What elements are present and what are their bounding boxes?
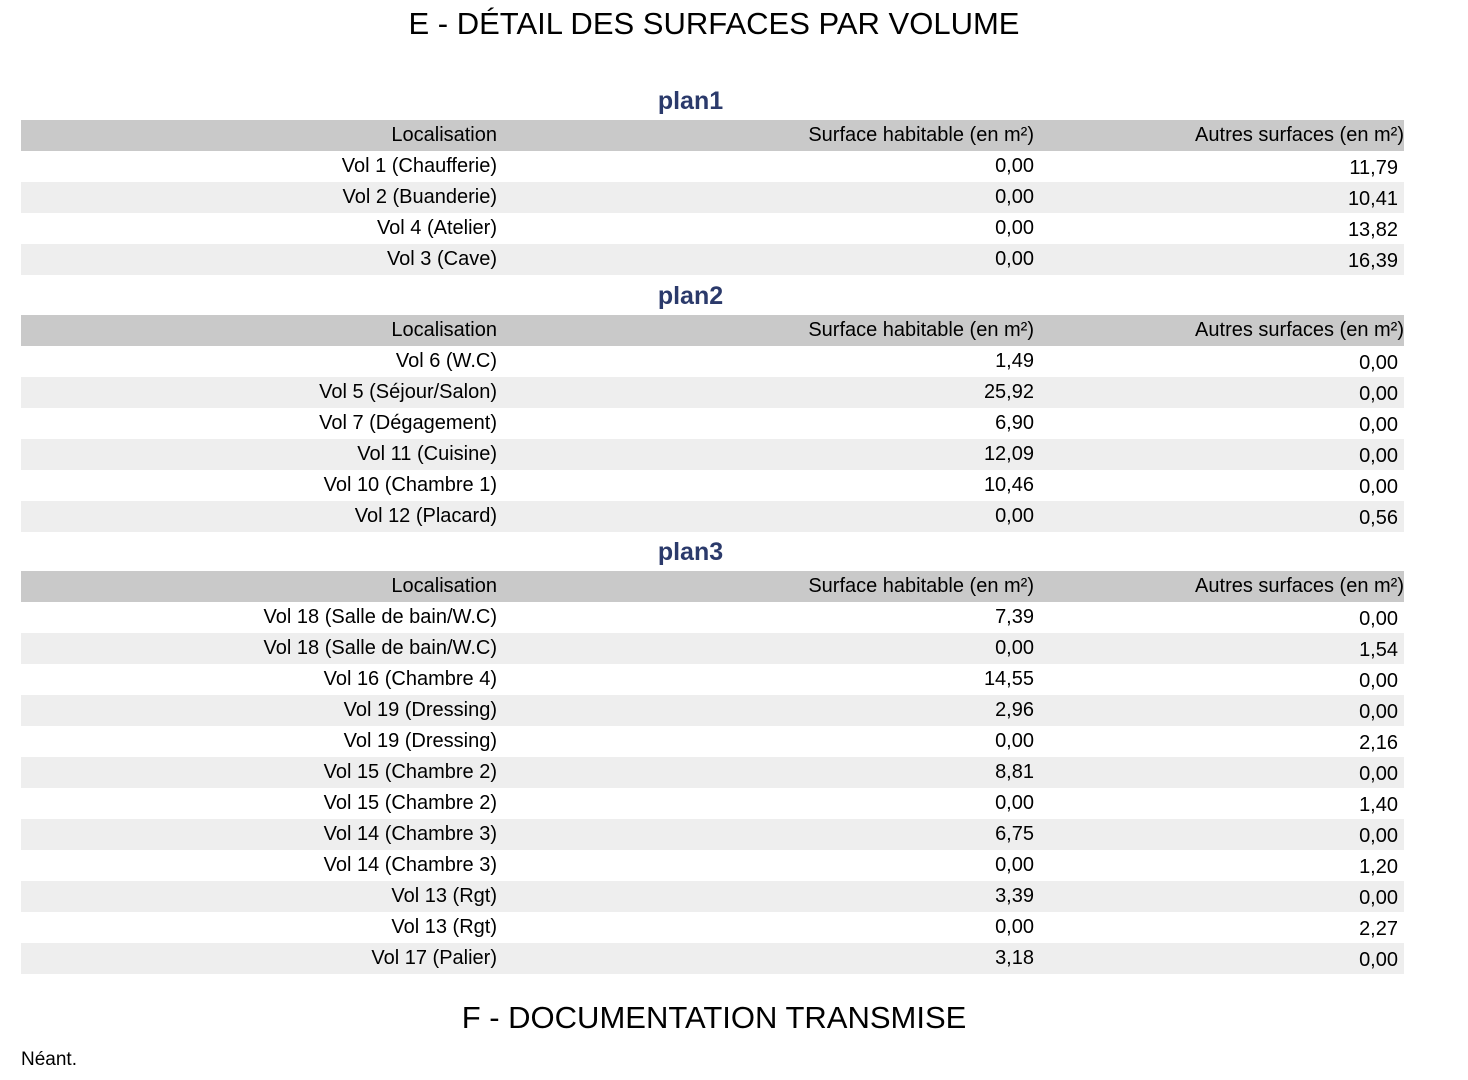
surface-habitable-cell: 8,81 bbox=[995, 761, 1034, 783]
autres-surfaces-cell: 2,16 bbox=[1359, 732, 1398, 754]
plan-section bbox=[21, 277, 1404, 532]
column-header-localisation: Localisation bbox=[391, 124, 497, 146]
surface-habitable-cell: 3,18 bbox=[995, 947, 1034, 969]
table-row bbox=[21, 244, 1404, 275]
localisation-cell: Vol 11 (Cuisine) bbox=[357, 443, 497, 465]
surface-habitable-cell: 0,00 bbox=[995, 505, 1034, 527]
table-row bbox=[21, 819, 1404, 850]
table-row bbox=[21, 726, 1404, 757]
column-header-surface-habitable: Surface habitable (en m²) bbox=[808, 575, 1034, 597]
localisation-cell: Vol 12 (Placard) bbox=[354, 505, 497, 527]
localisation-cell: Vol 14 (Chambre 3) bbox=[323, 823, 497, 845]
table-row bbox=[21, 377, 1404, 408]
surface-habitable-cell: 0,00 bbox=[995, 854, 1034, 876]
table-row bbox=[21, 695, 1404, 726]
table-row bbox=[21, 788, 1404, 819]
surface-habitable-cell: 3,39 bbox=[995, 885, 1034, 907]
autres-surfaces-cell: 0,00 bbox=[1359, 670, 1398, 692]
surface-habitable-cell: 0,00 bbox=[995, 916, 1034, 938]
autres-surfaces-cell: 0,00 bbox=[1359, 476, 1398, 498]
autres-surfaces-cell: 0,00 bbox=[1359, 414, 1398, 436]
column-header-surface-habitable: Surface habitable (en m²) bbox=[808, 124, 1034, 146]
autres-surfaces-cell: 0,00 bbox=[1359, 352, 1398, 374]
surface-habitable-cell: 6,75 bbox=[995, 823, 1034, 845]
section-e-title: E - DÉTAIL DES SURFACES PAR VOLUME bbox=[408, 6, 1020, 41]
column-header-localisation: Localisation bbox=[391, 575, 497, 597]
autres-surfaces-cell: 1,40 bbox=[1359, 794, 1398, 816]
autres-surfaces-cell: 16,39 bbox=[1347, 250, 1398, 272]
autres-surfaces-cell: 1,54 bbox=[1359, 639, 1398, 661]
table-row bbox=[21, 664, 1404, 695]
localisation-cell: Vol 3 (Cave) bbox=[386, 248, 497, 270]
plan-section bbox=[21, 533, 1404, 974]
localisation-cell: Vol 18 (Salle de bain/W.C) bbox=[263, 637, 497, 659]
surface-habitable-cell: 0,00 bbox=[995, 637, 1034, 659]
column-header-autres-surfaces: Autres surfaces (en m²) bbox=[1195, 319, 1404, 341]
plan-title: plan1 bbox=[657, 87, 724, 115]
surface-habitable-cell: 0,00 bbox=[995, 792, 1034, 814]
table-row bbox=[21, 912, 1404, 943]
autres-surfaces-cell: 10,41 bbox=[1347, 188, 1398, 210]
localisation-cell: Vol 4 (Atelier) bbox=[376, 217, 497, 239]
table-header-row bbox=[21, 571, 1404, 602]
localisation-cell: Vol 13 (Rgt) bbox=[391, 916, 497, 938]
surface-habitable-cell: 7,39 bbox=[995, 606, 1034, 628]
localisation-cell: Vol 15 (Chambre 2) bbox=[323, 761, 497, 783]
table-row bbox=[21, 757, 1404, 788]
surface-habitable-cell: 12,09 bbox=[983, 443, 1034, 465]
table-row bbox=[21, 943, 1404, 974]
table-row bbox=[21, 408, 1404, 439]
localisation-cell: Vol 5 (Séjour/Salon) bbox=[319, 381, 497, 403]
surface-habitable-cell: 0,00 bbox=[995, 248, 1034, 270]
surface-habitable-cell: 0,00 bbox=[995, 217, 1034, 239]
autres-surfaces-cell: 0,00 bbox=[1359, 887, 1398, 909]
table-row bbox=[21, 633, 1404, 664]
localisation-cell: Vol 14 (Chambre 3) bbox=[323, 854, 497, 876]
surface-habitable-cell: 25,92 bbox=[983, 381, 1034, 403]
table-header-row bbox=[21, 120, 1404, 151]
plan-title: plan3 bbox=[657, 538, 724, 566]
localisation-cell: Vol 15 (Chambre 2) bbox=[323, 792, 497, 814]
autres-surfaces-cell: 11,79 bbox=[1349, 157, 1398, 179]
surface-habitable-cell: 0,00 bbox=[995, 730, 1034, 752]
autres-surfaces-cell: 0,00 bbox=[1359, 445, 1398, 467]
table-row bbox=[21, 182, 1404, 213]
surface-habitable-cell: 2,96 bbox=[995, 699, 1034, 721]
localisation-cell: Vol 6 (W.C) bbox=[395, 350, 497, 372]
autres-surfaces-cell: 0,00 bbox=[1359, 701, 1398, 723]
localisation-cell: Vol 2 (Buanderie) bbox=[342, 186, 497, 208]
localisation-cell: Vol 13 (Rgt) bbox=[391, 885, 497, 907]
autres-surfaces-cell: 0,00 bbox=[1359, 608, 1398, 630]
table-row bbox=[21, 602, 1404, 633]
table-row bbox=[21, 501, 1404, 532]
autres-surfaces-cell: 0,00 bbox=[1359, 383, 1398, 405]
plan-section bbox=[21, 82, 1404, 275]
localisation-cell: Vol 1 (Chaufferie) bbox=[341, 155, 497, 177]
localisation-cell: Vol 10 (Chambre 1) bbox=[323, 474, 497, 496]
column-header-surface-habitable: Surface habitable (en m²) bbox=[808, 319, 1034, 341]
table-row bbox=[21, 470, 1404, 501]
localisation-cell: Vol 7 (Dégagement) bbox=[319, 412, 497, 434]
column-header-autres-surfaces: Autres surfaces (en m²) bbox=[1195, 124, 1404, 146]
autres-surfaces-cell: 0,56 bbox=[1359, 507, 1398, 529]
section-f-title: F - DOCUMENTATION TRANSMISE bbox=[461, 1000, 967, 1035]
autres-surfaces-cell: 1,20 bbox=[1359, 856, 1398, 878]
table-row bbox=[21, 850, 1404, 881]
surface-habitable-cell: 0,00 bbox=[995, 186, 1034, 208]
surface-habitable-cell: 6,90 bbox=[995, 412, 1034, 434]
table-header-row bbox=[21, 315, 1404, 346]
autres-surfaces-cell: 0,00 bbox=[1359, 763, 1398, 785]
column-header-localisation: Localisation bbox=[391, 319, 497, 341]
localisation-cell: Vol 19 (Dressing) bbox=[343, 699, 497, 721]
localisation-cell: Vol 17 (Palier) bbox=[371, 947, 497, 969]
table-row bbox=[21, 151, 1404, 182]
localisation-cell: Vol 16 (Chambre 4) bbox=[323, 668, 497, 690]
autres-surfaces-cell: 0,00 bbox=[1359, 825, 1398, 847]
column-header-autres-surfaces: Autres surfaces (en m²) bbox=[1195, 575, 1404, 597]
autres-surfaces-cell: 13,82 bbox=[1347, 219, 1398, 241]
table-row bbox=[21, 213, 1404, 244]
table-row bbox=[21, 439, 1404, 470]
surface-habitable-cell: 14,55 bbox=[983, 668, 1034, 690]
autres-surfaces-cell: 0,00 bbox=[1359, 949, 1398, 971]
surface-habitable-cell: 10,46 bbox=[983, 474, 1034, 496]
autres-surfaces-cell: 2,27 bbox=[1359, 918, 1398, 940]
localisation-cell: Vol 19 (Dressing) bbox=[343, 730, 497, 752]
table-row bbox=[21, 881, 1404, 912]
section-f-text: Néant. bbox=[21, 1049, 77, 1070]
surface-habitable-cell: 0,00 bbox=[995, 155, 1034, 177]
plan-title: plan2 bbox=[657, 282, 724, 310]
surface-habitable-cell: 1,49 bbox=[995, 350, 1034, 372]
localisation-cell: Vol 18 (Salle de bain/W.C) bbox=[263, 606, 497, 628]
table-row bbox=[21, 346, 1404, 377]
